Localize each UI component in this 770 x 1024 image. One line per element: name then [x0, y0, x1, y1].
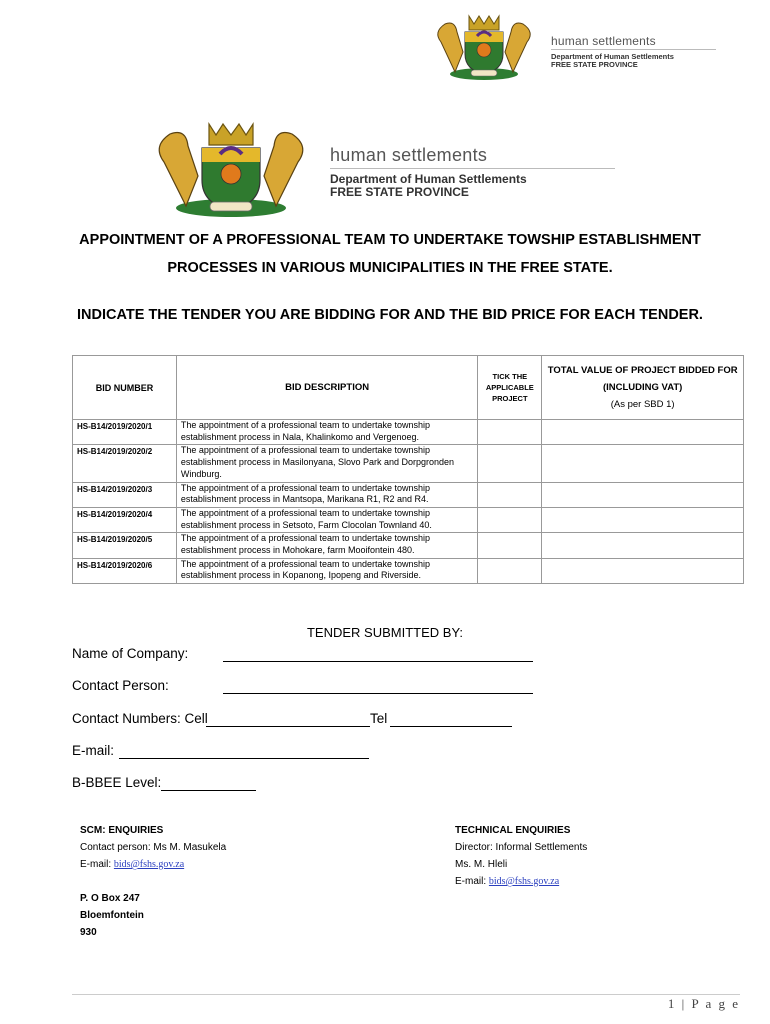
- page-label: | P a g e: [676, 996, 740, 1011]
- scm-heading: SCM: ENQUIRIES: [80, 825, 164, 836]
- table-row: [73, 445, 744, 482]
- total-value-cell[interactable]: [542, 445, 744, 482]
- page-number: [668, 996, 740, 1012]
- address-line: Bloemfontein: [80, 910, 144, 921]
- total-value-cell[interactable]: [542, 533, 744, 558]
- tel-number-field[interactable]: [390, 726, 512, 727]
- col-total-label: TOTAL VALUE OF PROJECT BIDDED FOR (INCLUDING VAT): [547, 365, 738, 393]
- total-value-cell[interactable]: [542, 482, 744, 507]
- tick-cell[interactable]: [478, 533, 542, 558]
- table-row: [73, 507, 744, 532]
- scm-enquiries: [80, 822, 226, 873]
- email-label: E-mail:: [72, 743, 115, 758]
- col-bid-description: BID DESCRIPTION: [176, 356, 477, 420]
- bid-description: The appointment of a professional team to undertake township establishment process in Mantsopa, Marikana R1, R2 and R4.: [176, 482, 477, 507]
- header-logo-large: [140, 118, 615, 218]
- brand-text: [551, 12, 716, 69]
- bid-number: HS-B14/2019/2020/6: [73, 558, 177, 583]
- contact-person-label: Contact Person:: [72, 678, 169, 693]
- tick-cell[interactable]: [478, 558, 542, 583]
- bid-number: HS-B14/2019/2020/2: [73, 445, 177, 482]
- address-line: 930: [80, 927, 97, 938]
- document-title: APPOINTMENT OF A PROFESSIONAL TEAM TO UNDERTAKE TOWSHIP ESTABLISHMENT PROCESSES IN VARIOUS MUNICIPALITIES IN THE FREE STATE.: [79, 232, 701, 276]
- tick-cell[interactable]: [478, 445, 542, 482]
- table-row: [73, 533, 744, 558]
- technical-heading: TECHNICAL ENQUIRIES: [455, 825, 571, 836]
- page-number-value: 1: [667, 996, 677, 1011]
- bid-number: HS-B14/2019/2020/5: [73, 533, 177, 558]
- col-total-note: (As per SBD 1): [610, 399, 675, 410]
- bid-number: HS-B14/2019/2020/4: [73, 507, 177, 532]
- company-label: Name of Company:: [72, 646, 189, 661]
- technical-email-link[interactable]: bids@fshs.gov.za: [488, 876, 560, 887]
- scm-email-link[interactable]: bids@fshs.gov.za: [113, 859, 185, 870]
- brand-name: human settlements: [330, 145, 615, 169]
- department-name: Department of Human Settlements: [551, 52, 674, 61]
- total-value-cell[interactable]: [542, 420, 744, 445]
- scm-email-label: E-mail:: [80, 859, 114, 870]
- tel-label: Tel: [370, 711, 388, 726]
- tick-cell[interactable]: [478, 482, 542, 507]
- bid-number: HS-B14/2019/2020/3: [73, 482, 177, 507]
- bid-description: The appointment of a professional team to undertake township establishment process in Nala, Khalinkomo and Vergenoeg.: [176, 420, 477, 445]
- technical-role: Director: Informal Settlements: [455, 842, 588, 853]
- coat-of-arms-icon: [140, 118, 322, 218]
- instruction-heading: INDICATE THE TENDER YOU ARE BIDDING FOR AND THE BID PRICE FOR EACH TENDER.: [77, 307, 703, 323]
- technical-enquiries: [455, 822, 587, 890]
- technical-email-label: E-mail:: [455, 876, 489, 887]
- table-row: [73, 558, 744, 583]
- table-row: [73, 420, 744, 445]
- technical-email-row: [455, 873, 587, 890]
- tick-cell[interactable]: [478, 507, 542, 532]
- bid-description: The appointment of a professional team to undertake township establishment process in Kopanong, Ipopeng and Riverside.: [176, 558, 477, 583]
- technical-contact: Ms. M. Hleli: [455, 859, 508, 870]
- footer-divider: [72, 994, 740, 995]
- submitted-by-heading: TENDER SUBMITTED BY:: [306, 625, 464, 640]
- col-tick-project: TICK THE APPLICABLE PROJECT: [478, 356, 542, 420]
- bid-description: The appointment of a professional team to undertake township establishment process in Masilonyana, Slovo Park and Dorpgronden Windburg.: [176, 445, 477, 482]
- postal-address: [80, 890, 144, 941]
- total-value-cell[interactable]: [542, 558, 744, 583]
- scm-contact: Contact person: Ms M. Masukela: [80, 842, 227, 853]
- col-bid-number: BID NUMBER: [73, 356, 177, 420]
- brand-name: human settlements: [551, 34, 716, 50]
- bid-table: [72, 355, 744, 584]
- bid-number: HS-B14/2019/2020/1: [73, 420, 177, 445]
- table-row: [73, 482, 744, 507]
- tick-cell[interactable]: [478, 420, 542, 445]
- contact-person-field[interactable]: [223, 693, 533, 694]
- cell-number-label: Contact Numbers: Cell: [72, 711, 208, 726]
- total-value-cell[interactable]: [542, 507, 744, 532]
- coat-of-arms-icon: [425, 12, 543, 80]
- department-name: Department of Human Settlements: [330, 172, 527, 186]
- scm-email-row: [80, 856, 226, 873]
- company-name-field[interactable]: [223, 661, 533, 662]
- bid-description: The appointment of a professional team to undertake township establishment process in Mohokare, farm Mooifontein 480.: [176, 533, 477, 558]
- cell-number-field[interactable]: [206, 726, 370, 727]
- col-total-value: [542, 356, 744, 420]
- email-field[interactable]: [119, 758, 369, 759]
- province-name: FREE STATE PROVINCE: [330, 185, 469, 199]
- bbbee-level-label: B-BBEE Level:: [72, 775, 162, 790]
- brand-text: [330, 118, 615, 199]
- address-line: P. O Box 247: [80, 893, 140, 904]
- province-name: FREE STATE PROVINCE: [551, 60, 638, 69]
- bid-description: The appointment of a professional team to undertake township establishment process in Setsoto, Farm Clocolan Townland 40.: [176, 507, 477, 532]
- bbbee-level-field[interactable]: [161, 790, 256, 791]
- table-header-row: [73, 356, 744, 420]
- header-logo-small: [425, 12, 716, 80]
